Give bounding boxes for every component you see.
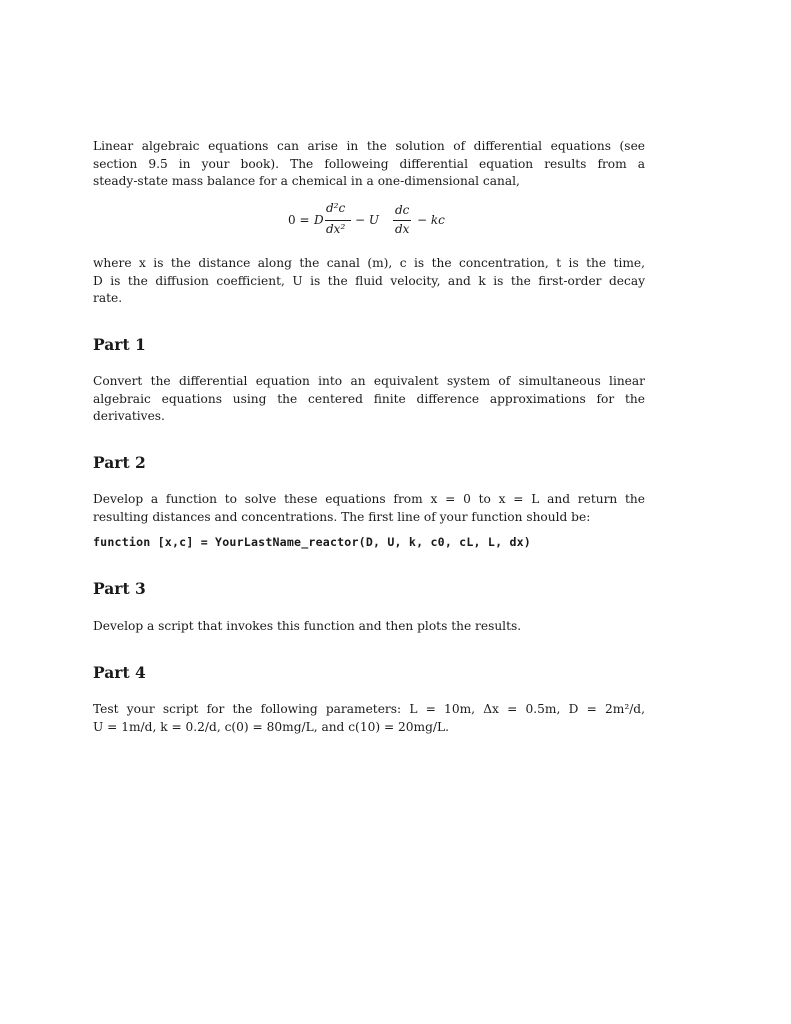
variables-line: D is the diffusion coefficient, U is the fluid velocity, and k is the first-order decay xyxy=(93,273,645,288)
fraction-bar xyxy=(325,220,351,221)
part-4-line: Test your script for the following parameters: L = 10m, Δx = 0.5m, D = 2m²/d, xyxy=(93,702,645,716)
part-3-paragraph xyxy=(93,618,645,636)
intro-line: Linear algebraic equations can arise in the solution of differential equations (see xyxy=(93,139,645,153)
part-1-line: Convert the differential equation into an equivalent system of simultaneous linear xyxy=(93,374,645,388)
variables-line: where x is the distance along the canal (m), c is the concentration, t is the time, xyxy=(93,256,645,270)
part-2-heading: Part 2 xyxy=(93,453,146,472)
intro-line: section 9.5 in your book). The followeing differential equation results from a xyxy=(93,156,645,171)
intro-paragraph xyxy=(93,138,645,191)
equation-lhs: 0 = xyxy=(288,213,310,227)
equation-first-derivative-denominator: dx xyxy=(395,222,410,236)
part-1-heading: Part 1 xyxy=(93,335,146,354)
mass-balance-equation xyxy=(280,200,480,244)
fraction-bar xyxy=(393,220,411,221)
equation-decay-term: − kc xyxy=(417,213,445,227)
equation-second-derivative-denominator: dx² xyxy=(326,222,346,236)
part-2-line: resulting distances and concentrations. The first line of your function should be: xyxy=(93,509,591,524)
variables-line: rate. xyxy=(93,291,123,305)
part-3-heading: Part 3 xyxy=(93,579,146,598)
part-1-paragraph xyxy=(93,373,645,426)
part-4-heading: Part 4 xyxy=(93,663,146,682)
part-4-line: U = 1m/d, k = 0.2/d, c(0) = 80mg/L, and c(10) = 20mg/L. xyxy=(93,719,449,734)
function-signature-code: function [x,c] = YourLastName_reactor(D, U, k, c0, cL, L, dx) xyxy=(93,535,531,549)
equation-u-term: − U xyxy=(355,213,379,227)
part-2-paragraph xyxy=(93,491,645,526)
intro-line: steady-state mass balance for a chemical in a one-dimensional canal, xyxy=(93,174,520,188)
equation-d: D xyxy=(314,213,324,227)
part-4-paragraph xyxy=(93,701,645,736)
part-3-line: Develop a script that invokes this function and then plots the results. xyxy=(93,619,522,633)
part-1-line: derivatives. xyxy=(93,409,165,423)
variables-paragraph xyxy=(93,255,645,308)
equation-first-derivative-numerator: dc xyxy=(395,203,410,217)
equation-second-derivative-numerator: d²c xyxy=(326,201,346,215)
part-2-line: Develop a function to solve these equations from x = 0 to x = L and return the xyxy=(93,492,645,506)
part-1-line: algebraic equations using the centered finite difference approximations for the xyxy=(93,391,645,406)
